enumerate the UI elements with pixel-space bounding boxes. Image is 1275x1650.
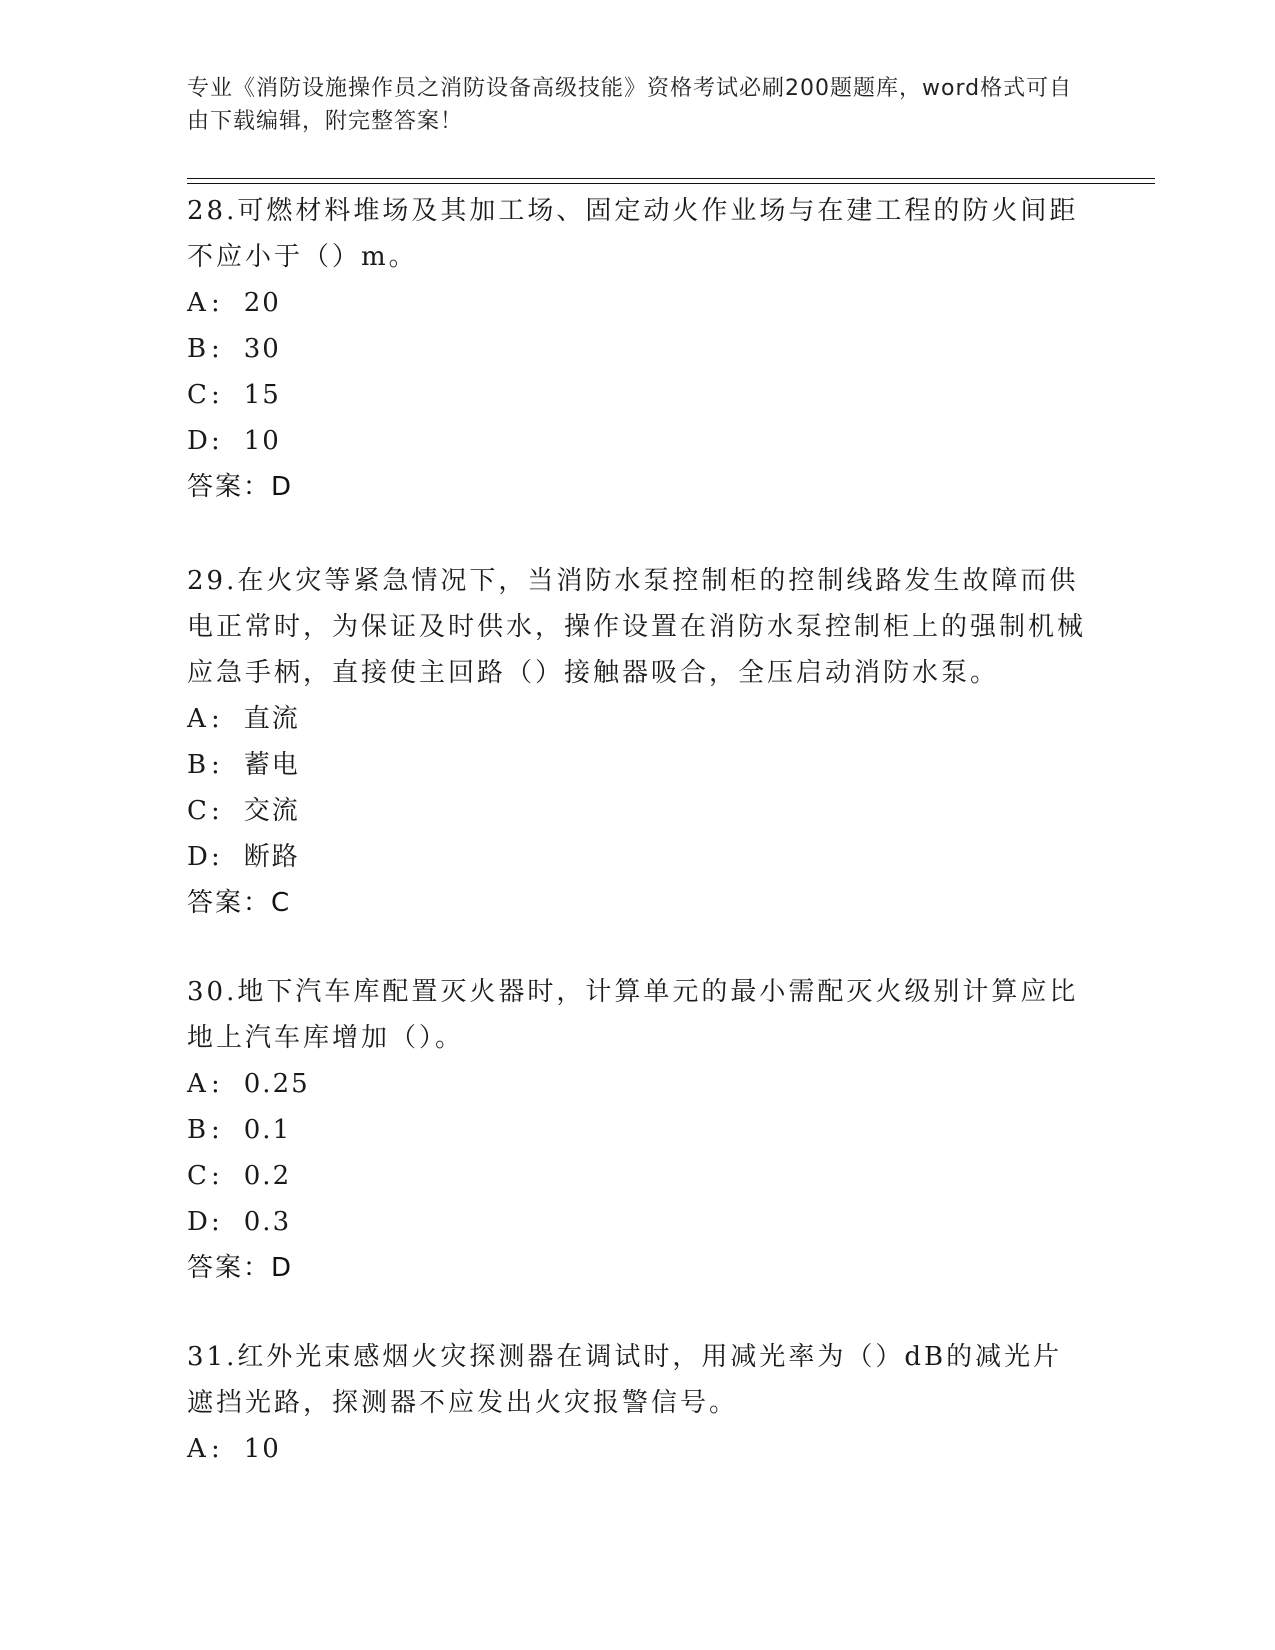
question-stem: 28.可燃材料堆场及其加工场、固定动火作业场与在建工程的防火间距不应小于（）m。 (187, 196, 1079, 272)
option-a (187, 696, 1087, 742)
option-separator: : (211, 288, 222, 318)
option-text: 蓄电 (243, 750, 300, 780)
option-a (187, 1426, 1087, 1472)
option-letter: B (187, 1115, 209, 1145)
option-c (187, 372, 1087, 418)
option-separator: : (211, 796, 222, 826)
header-divider-bottom (187, 183, 1155, 184)
option-separator: : (211, 1161, 222, 1191)
option-letter: C (187, 1161, 209, 1191)
option-a (187, 1061, 1087, 1107)
option-letter: D (187, 1207, 210, 1237)
option-letter: B (187, 334, 209, 364)
option-b (187, 326, 1087, 372)
option-separator: : (211, 1207, 222, 1237)
option-letter: A (187, 704, 208, 734)
option-text: 直流 (243, 704, 300, 734)
option-text: 20 (243, 288, 281, 318)
option-letter: C (187, 796, 209, 826)
option-d (187, 1199, 1087, 1245)
option-letter: A (187, 1434, 208, 1464)
answer-line: 答案：D (187, 472, 294, 502)
option-text: 15 (243, 380, 281, 410)
option-separator: : (211, 750, 222, 780)
document-header: 专业《消防设施操作员之消防设备高级技能》资格考试必刷200题题库，word格式可自由下载编辑，附完整答案！ (187, 76, 1073, 134)
question-stem: 29.在火灾等紧急情况下，当消防水泵控制柜的控制线路发生故障而供电正常时，为保证及时供水，操作设置在消防水泵控制柜上的强制机械应急手柄，直接使主回路（）接触器吸合，全压启动消防水泵。 (187, 566, 1087, 688)
option-separator: : (211, 1115, 222, 1145)
option-b (187, 1107, 1087, 1153)
option-letter: B (187, 750, 209, 780)
option-text: 断路 (243, 842, 300, 872)
option-separator: : (211, 1069, 222, 1099)
option-letter: D (187, 426, 210, 456)
option-letter: D (187, 842, 210, 872)
question-stem: 31.红外光束感烟火灾探测器在调试时，用减光率为（）dB的减光片遮挡光路，探测器不应发出火灾报警信号。 (187, 1342, 1063, 1418)
question-stem: 30.地下汽车库配置灭火器时，计算单元的最小需配灭火级别计算应比地上汽车库增加（）。 (187, 977, 1079, 1053)
option-c (187, 1153, 1087, 1199)
option-separator: : (211, 704, 222, 734)
option-separator: : (211, 380, 222, 410)
option-text: 0.1 (243, 1115, 292, 1145)
question-30 (187, 969, 1087, 1291)
option-text: 交流 (243, 796, 300, 826)
answer-line: 答案：C (187, 888, 292, 918)
question-28 (187, 188, 1087, 510)
option-text: 0.25 (243, 1069, 310, 1099)
option-b (187, 742, 1087, 788)
option-text: 0.3 (243, 1207, 292, 1237)
option-a (187, 280, 1087, 326)
option-text: 10 (243, 1434, 281, 1464)
option-letter: C (187, 380, 209, 410)
option-d (187, 418, 1087, 464)
option-text: 0.2 (243, 1161, 292, 1191)
option-letter: A (187, 1069, 208, 1099)
option-d (187, 834, 1087, 880)
option-letter: A (187, 288, 208, 318)
option-separator: : (211, 1434, 222, 1464)
option-separator: : (211, 334, 222, 364)
answer-line: 答案：D (187, 1253, 294, 1283)
option-c (187, 788, 1087, 834)
option-text: 10 (243, 426, 281, 456)
question-29 (187, 558, 1087, 926)
option-text: 30 (243, 334, 281, 364)
question-31 (187, 1334, 1087, 1472)
option-separator: : (211, 842, 222, 872)
option-separator: : (211, 426, 222, 456)
header-divider-top (187, 178, 1155, 179)
